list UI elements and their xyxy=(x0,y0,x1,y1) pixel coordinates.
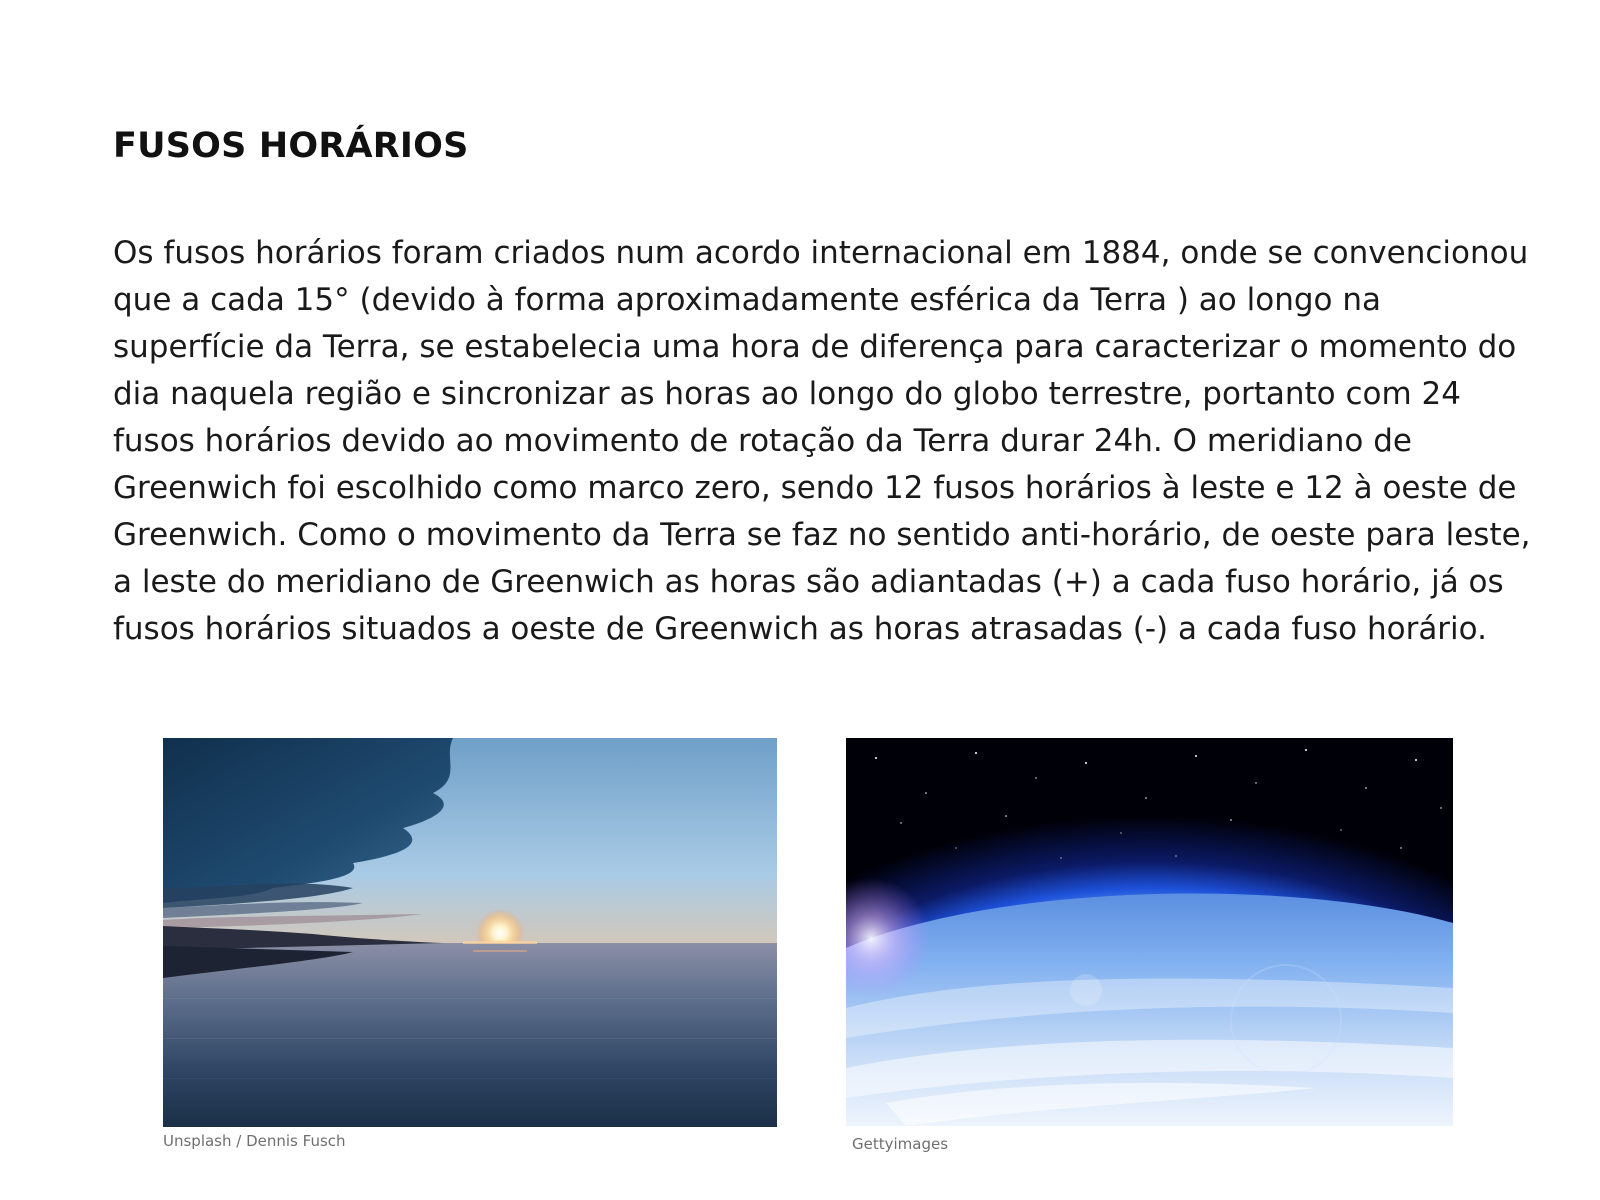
sunset-figure xyxy=(163,738,777,1150)
earth-figure xyxy=(846,738,1453,1153)
page-title: FUSOS HORÁRIOS xyxy=(113,126,469,166)
photo-credit: Gettyimages xyxy=(852,1135,949,1153)
body-paragraph: Os fusos horários foram criados num acordo internacional em 1884, onde se convencionou que a cada 15° (devido à forma aproximadamente esférica da Terra ) ao longo na superfície da Terra, se estabelecia uma hora de diferença para caracterizar o momento do dia naquela região e sincronizar as horas ao longo do globo terrestre, portanto com 24 fusos horários devido ao movimento de rotação da Terra durar 24h. O meridiano de Greenwich foi escolhido como marco zero, sendo 12 fusos horários à leste e 12 à oeste de Greenwich. Como o movimento da Terra se faz no sentido anti-horário, de oeste para leste, a leste do meridiano de Greenwich as horas são adiantadas (+) a cada fuso horário, já os fusos horários situados a oeste de Greenwich as horas atrasadas (-) a cada fuso horário. xyxy=(113,235,1531,647)
photo-credit: Unsplash / Dennis Fusch xyxy=(163,1132,346,1150)
earth-atmosphere-photo xyxy=(846,738,1453,1126)
sunset-photo xyxy=(163,738,777,1127)
